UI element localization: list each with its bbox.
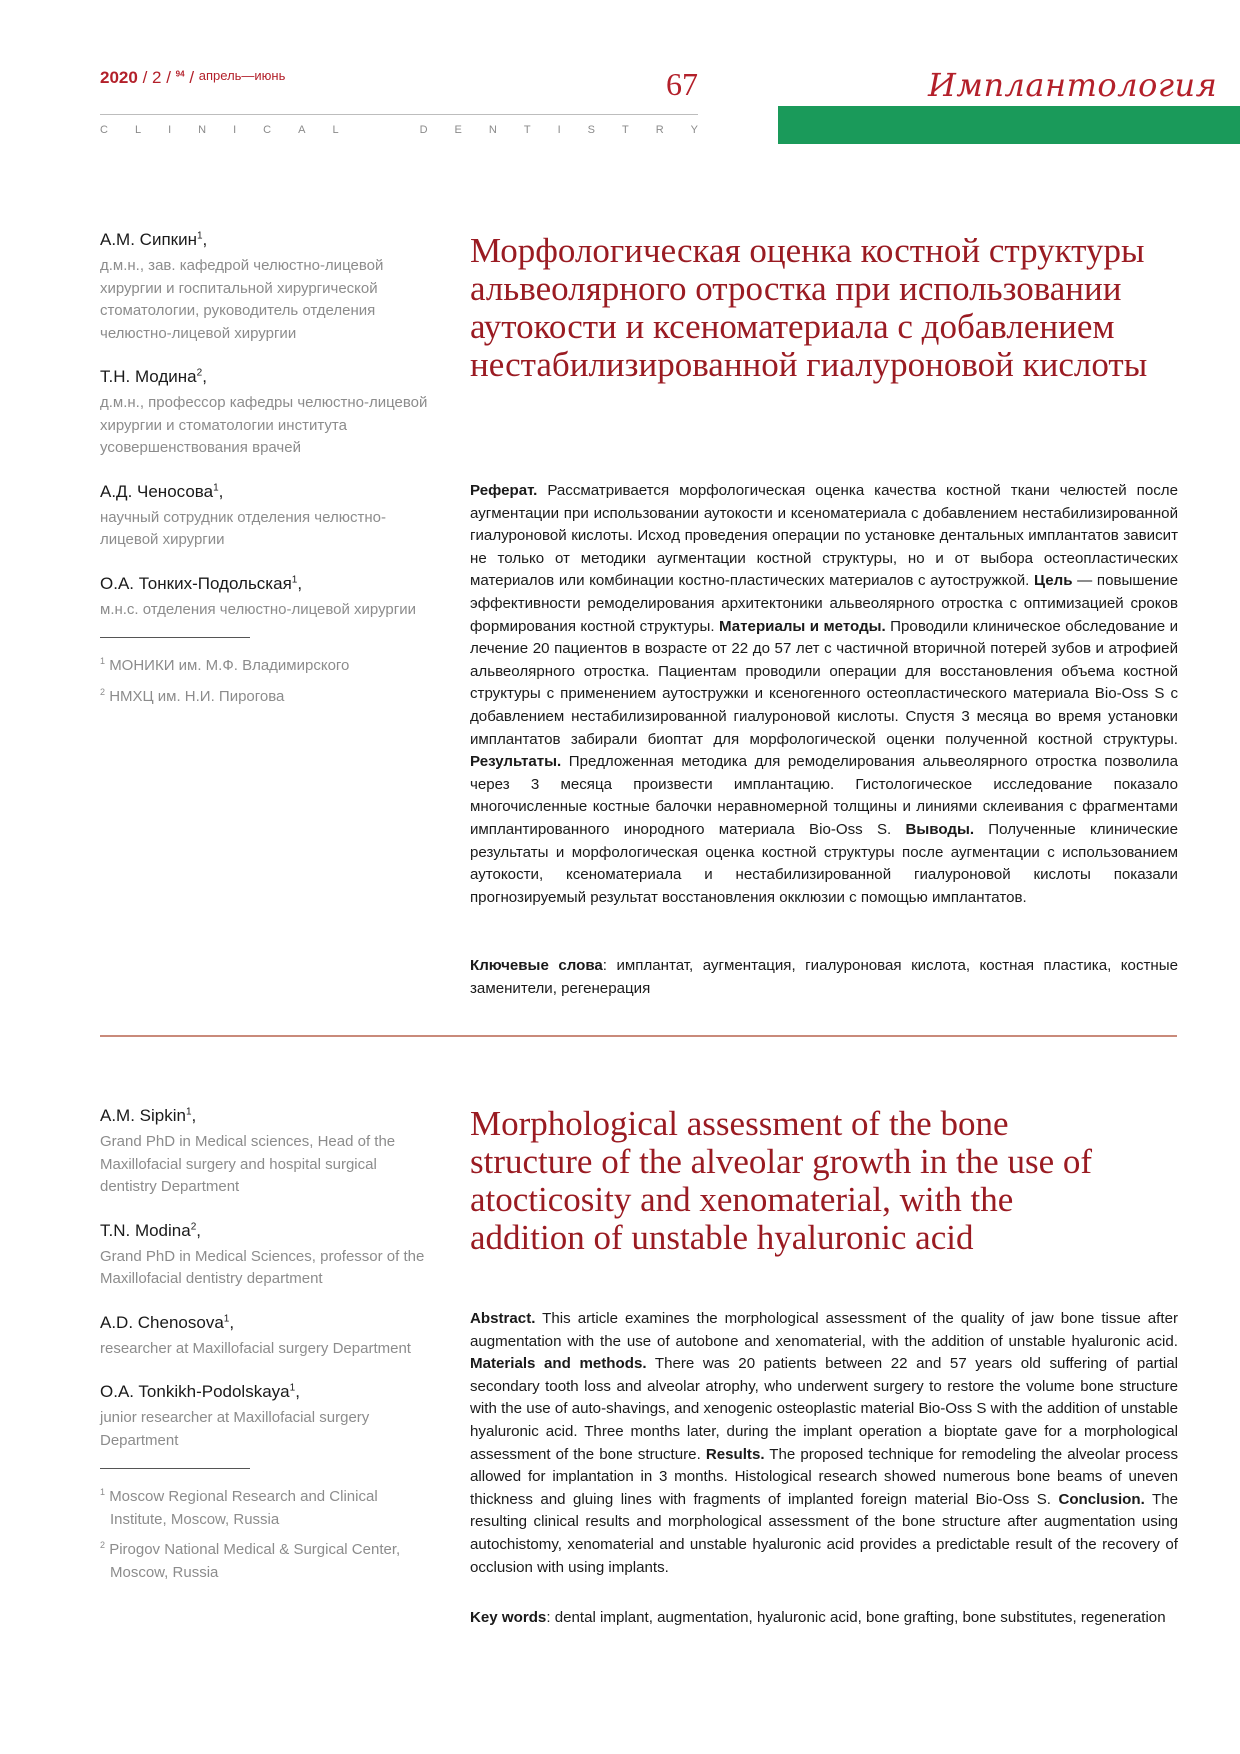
author-name: A.M. Sipkin bbox=[100, 1106, 186, 1125]
abstract-label: Abstract. bbox=[470, 1310, 536, 1327]
keywords-label: Key words bbox=[470, 1609, 547, 1626]
header-rule bbox=[100, 114, 698, 115]
journal-letter: I bbox=[233, 124, 237, 136]
journal-letter: L bbox=[134, 124, 142, 136]
abstract-label: Реферат. bbox=[470, 482, 538, 499]
affiliation-rule bbox=[100, 637, 250, 638]
affiliation: $^2$ НМХЦ им. Н.И. Пирогова bbox=[100, 686, 285, 705]
author-desc: Grand PhD in Medical Sciences, professor of the Maxillofacial dentistry department bbox=[100, 1247, 425, 1287]
article-title-ru: Морфологическая оценка костной структуры альвеолярного отростка при использовании аутокости и ксеноматериала с добавлением нестабилизированной гиалуроновой кислоты bbox=[470, 231, 1148, 384]
author-name: Т.Н. Модина bbox=[100, 367, 197, 386]
author-sup: 1 bbox=[291, 573, 298, 585]
author-desc: junior researcher at Maxillofacial surgery Department bbox=[100, 1409, 370, 1449]
affiliation: $^2$ Pirogov National Medical & Surgical Center, Moscow, Russia bbox=[100, 1540, 401, 1581]
affiliation: $^1$ МОНИКИ им. М.Ф. Владимирского bbox=[100, 656, 350, 674]
author: A.M. Sipkin$^1$, Grand PhD in Medical sciences, Head of the Maxillofacial surgery and hospital surgical dentistry Department bbox=[100, 1106, 430, 1199]
author-name: T.N. Modina bbox=[100, 1220, 191, 1240]
author-name: А.М. Сипкин bbox=[100, 230, 197, 249]
journal-letter: N bbox=[198, 124, 207, 136]
author-desc: научный сотрудник отделения челюстно-лицевой хирургии bbox=[100, 508, 386, 548]
author-sup: 2 bbox=[190, 1220, 197, 1232]
author: А.Д. Ченосова$^1$, научный сотрудник отделения челюстно-лицевой хирургии bbox=[100, 482, 430, 552]
author-desc: researcher at Maxillofacial surgery Department bbox=[100, 1339, 411, 1357]
results-label: Results. bbox=[705, 1445, 765, 1463]
journal-letter: R bbox=[655, 124, 664, 136]
author-sup: 1 bbox=[213, 481, 219, 493]
journal-letter: C bbox=[100, 124, 108, 136]
methods-label: Materials and methods. bbox=[470, 1355, 647, 1373]
affiliation-rule bbox=[100, 1468, 250, 1469]
author: А.М. Сипкин$^1$, д.м.н., зав. кафедрой челюстно-лицевой хирургии и госпитальной хирургической стоматологии, руководитель отделения челюстно-лицевой хирургии bbox=[100, 230, 430, 345]
author-desc: м.н.с. отделения челюстно-лицевой хирургии bbox=[100, 600, 416, 618]
author: A.D. Chenosova$^1$, researcher at Maxillofacial surgery Department bbox=[100, 1313, 430, 1361]
journal-letter: I bbox=[168, 124, 172, 136]
journal-letter: L bbox=[332, 124, 339, 136]
conclusion-label: Conclusion. bbox=[1058, 1490, 1145, 1508]
article-title-en: Morphological assessment of the bone structure of the alveolar growth in the use of atocticosity and xenomaterial, with the addition of unstable hyaluronic acid bbox=[470, 1104, 1093, 1257]
issue-months: апрель—июнь bbox=[198, 68, 286, 83]
journal-letter: Y bbox=[690, 124, 698, 136]
author-name: O.A. Tonkikh-Podolskaya bbox=[100, 1382, 290, 1401]
journal-letter: N bbox=[488, 124, 497, 136]
journal-letter: T bbox=[523, 124, 531, 136]
aim-label: Цель bbox=[1034, 572, 1073, 590]
conclusions-label: Выводы. bbox=[905, 820, 975, 838]
abstract-ru: Реферат. Рассматривается морфологическая оценка качества костной ткани челюстей после аугментации при использовании аутокости и ксеноматериала с добавлением нестабилизированной гиалуроновой кислоты. Исход проведения операции по установке дентальных имплантатов зависит не только от методики аугментации костной структуры, но и от выбора остеопластических материалов или комбинации костно-пластических материалов с аутостружкой. Цель — повышение эффективности ремоделирования архитектоники альвеолярного отростка с оптимизацией сроков формирования костной структуры. Материалы и методы. Проводили клиническое обследование и лечение 20 пациентов в возрасте от 22 до 57 лет с частичной вторичной потерей зубов и атрофией альвеолярного отростка. Пациентам проводили операции для восстановления объема костной структуры с применением аутостружки и ксеногенного остеопластического материала Bio-Oss S с добавлением нестабилизированной гиалуроновой кислоты. Спустя 3 месяца во время установки имплантатов забирали биоптат для морфологической оценки полученной костной структуры. Результаты. Предложенная методика для ремоделирования альвеолярного отростка позволила через 3 месяца произвести имплантацию. Гистологическое исследование показало многочисленные костные балочки неравномерной толщины и линиями склеивания с фрагментами имплантированного инородного материала Bio-Oss S. Выводы. Полученные клинические результаты и морфологическая оценка костной структуры после аугментации с использованием аутокости, ксеноматериала и нестабилизированной гиалуроновой кислоты показали прогнозируемый результат восстановления окклюзии с помощью имплантатов. bbox=[470, 482, 1178, 906]
issue-serial: 94 bbox=[175, 69, 185, 79]
journal-letter: T bbox=[621, 124, 629, 136]
results-label: Результаты. bbox=[470, 753, 562, 771]
author: O.A. Tonkikh-Podolskaya$^1$, junior researcher at Maxillofacial surgery Department bbox=[100, 1382, 430, 1452]
keywords-en: Key words: dental implant, augmentation, hyaluronic acid, bone grafting, bone substitutes, regeneration bbox=[470, 1609, 1166, 1626]
author: О.А. Тонких-Подольская$^1$, м.н.с. отделения челюстно-лицевой хирургии bbox=[100, 574, 430, 622]
author-sup: 1 bbox=[289, 1382, 296, 1394]
author-desc: Grand PhD in Medical sciences, Head of the Maxillofacial surgery and hospital surgical dentistry Department bbox=[100, 1133, 396, 1195]
section-band bbox=[778, 106, 1240, 144]
author-sup: 1 bbox=[223, 1312, 230, 1324]
keywords-label: Ключевые слова bbox=[470, 957, 603, 974]
issue-info: 2020 / 2 / $^{94}$ / апрель—июнь bbox=[100, 68, 286, 87]
authors-en bbox=[100, 1106, 430, 1587]
author-name: О.А. Тонких-Подольская bbox=[100, 573, 292, 593]
issue-number: 2 bbox=[152, 68, 162, 87]
author-sup: 1 bbox=[185, 1106, 192, 1118]
abstract-en: Abstract. This article examines the morphological assessment of the quality of jaw bone tissue after augmentation with the use of autobone and xenomaterial, with the addition of unstable hyaluronic acid. Materials and methods. There was 20 patients between 22 and 57 years old suffering of partial secondary tooth loss and alveolar atrophy, who underwent surgery to restore the volume bone structure with the use of auto-shavings, and xenogenic osteoplastic material Bio-Oss S with the addition of unstable hyaluronic acid. Three months later, during the implant operation a bioptate gave for a morphological assessment of the bone structure. Results. The proposed technique for remodeling the alveolar process allowed for implantation in 3 months. Histological research showed numerous bone beams of uneven thickness and gluing lines with fragments of implanted foreign material Bio-Oss S. Conclusion. The resulting clinical results and morphological assessment of the bone structure after augmentation using autochistomy, xenomaterial and unstable hyaluronic acid provides a predictable result of the recovery of occlusion with using implants. bbox=[470, 1310, 1179, 1576]
author-desc: д.м.н., зав. кафедрой челюстно-лицевой хирургии и госпитальной хирургической стоматологии, руководитель отделения челюстно-лицевой хирургии bbox=[100, 257, 384, 342]
issue-year: 2020 bbox=[100, 68, 138, 87]
journal-letter: C bbox=[263, 124, 272, 136]
journal-letter: A bbox=[298, 124, 306, 136]
journal-letter: E bbox=[454, 124, 462, 136]
author: Т.Н. Модина$^2$, д.м.н., профессор кафедры челюстно-лицевой хирургии и стоматологии института усовершенствования врачей bbox=[100, 367, 430, 460]
author-sup: 1 bbox=[196, 230, 203, 242]
keywords-ru: Ключевые слова: имплантат, аугментация, гиалуроновая кислота, костная пластика, костные заменители, регенерация bbox=[470, 957, 1178, 997]
section-divider bbox=[100, 1035, 1177, 1037]
author-name: А.Д. Ченосова bbox=[100, 481, 214, 501]
section-title: Имплантология bbox=[928, 66, 1218, 104]
affiliation: $^1$ Moscow Regional Research and Clinical Institute, Moscow, Russia bbox=[100, 1487, 378, 1528]
authors-ru bbox=[100, 230, 430, 711]
author-name: A.D. Chenosova bbox=[100, 1312, 224, 1332]
page-number: 67 bbox=[666, 66, 698, 102]
journal-letter: I bbox=[557, 124, 561, 136]
journal-letter: D bbox=[419, 124, 428, 136]
journal-name bbox=[100, 124, 698, 136]
author-desc: д.м.н., профессор кафедры челюстно-лицевой хирургии и стоматологии института усовершенствования врачей bbox=[100, 394, 428, 456]
methods-label: Материалы и методы. bbox=[719, 617, 886, 635]
author: T.N. Modina$^2$, Grand PhD in Medical Sciences, professor of the Maxillofacial dentistry department bbox=[100, 1221, 430, 1291]
journal-letter: S bbox=[587, 124, 595, 136]
author-sup: 2 bbox=[196, 367, 203, 379]
